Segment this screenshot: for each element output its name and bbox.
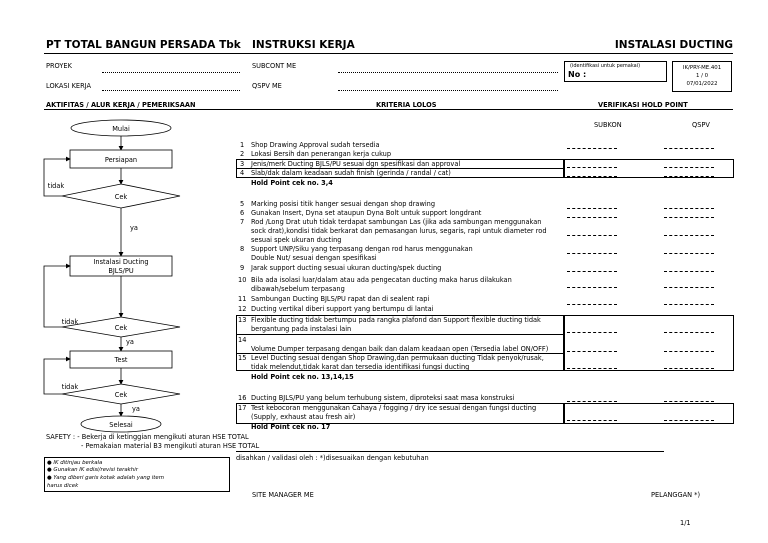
criteria-text: Marking posisi titik hanger sesuai dengan shop drawing	[251, 200, 436, 208]
qspv-sign-line[interactable]	[664, 271, 714, 272]
hold-point-2: Hold Point cek no. 13,14,15	[251, 373, 354, 381]
cek-label-3: Cek	[114, 391, 128, 399]
row-divider	[236, 334, 564, 335]
document-title: INSTALASI DUCTING	[614, 39, 733, 51]
criteria-text: Jarak support ducting sesuai ukuran ducting/spek ducting	[251, 264, 442, 272]
criteria-text: Volume Dumper terpasang dengan baik dan dalam keadaan open (Tersedia label ON/OFF)	[251, 345, 549, 353]
criteria-text: Rod /Long Drat utuh tidak terdapat sambungan Las (jika ada sambungan menggunakan	[251, 218, 542, 226]
criteria-number: 13	[238, 316, 247, 324]
doc-code-box	[672, 61, 732, 92]
criteria-number: 16	[238, 394, 247, 402]
criteria-number: 2	[240, 150, 245, 158]
persiapan-label: Persiapan	[104, 156, 138, 164]
criteria-text: Test kebocoran menggunakan Cahaya / fogging / dry ice sesuai dengan fungsi ducting	[251, 404, 537, 412]
note-item: ● Yang diberi garis kotak adalah yang item	[47, 475, 164, 481]
safety-line-1: SAFETY : - Bekerja di ketinggian mengikuti aturan HSE TOTAL	[46, 433, 249, 441]
qspv-sign-line[interactable]	[664, 148, 714, 149]
instalasi-label-1: Instalasi Ducting	[93, 258, 149, 266]
doc-date: 07/01/2022	[686, 81, 718, 87]
test-label: Test	[114, 356, 128, 364]
subkon-sign-line[interactable]	[567, 271, 617, 272]
proyek-label: PROYEK	[46, 62, 72, 70]
subkon-sign-line[interactable]	[567, 167, 617, 168]
disahkan-label: disahkan / validasi oleh : *)disesuaikan dengan kebutuhan	[236, 454, 429, 462]
qspv-sign-line[interactable]	[664, 235, 714, 236]
criteria-text: dibawah/sebelum terpasang	[251, 285, 345, 293]
subcont-field	[338, 72, 558, 73]
qspv-sign-line[interactable]	[664, 287, 714, 288]
criteria-text: Shop Drawing Approval sudah tersedia	[251, 141, 380, 149]
criteria-text: Gunakan Insert, Dyna set ataupun Dyna Bolt untuk support longdrant	[251, 209, 482, 217]
note-item: ● Gunakan IK edisi/revisi terakhir	[47, 467, 138, 473]
criteria-number: 17	[238, 404, 247, 412]
criteria-number: 12	[238, 305, 247, 313]
qspv-header: QSPV	[692, 121, 710, 129]
criteria-number: 11	[238, 295, 247, 303]
subkon-header: SUBKON	[594, 121, 622, 129]
notes-box	[44, 457, 230, 492]
criteria-text: Level Ducting sesuai dengan Shop Drawing,dan permukaan ducting Tidak penyok/rusak,	[251, 354, 544, 362]
no-loop-line	[44, 159, 70, 196]
criteria-number: 4	[240, 169, 245, 177]
qspv-sign-line[interactable]	[664, 167, 714, 168]
hold-point-3: Hold Point cek no. 17	[251, 423, 331, 431]
subkon-sign-line[interactable]	[567, 351, 617, 352]
subcont-label: SUBCONT ME	[252, 62, 297, 70]
subkon-sign-line[interactable]	[567, 401, 617, 402]
criteria-text: Jenis/merk Ducting BJLS/PU sesuai dgn spesifikasi dan approval	[251, 160, 461, 168]
qspv-sign-line[interactable]	[664, 208, 714, 209]
note-item: ● IK ditinjau berkala	[47, 460, 103, 466]
selesai-label: Selesai	[109, 421, 133, 429]
criteria-number: 7	[240, 218, 245, 226]
qspv-sign-line[interactable]	[664, 217, 714, 218]
criteria-text: sock drat),kondisi tidak berkarat dan pemasangan lurus, segaris, rapi untuk diameter rod	[251, 227, 547, 235]
subkon-sign-line[interactable]	[567, 217, 617, 218]
subkon-sign-line[interactable]	[567, 176, 617, 177]
subkon-sign-line[interactable]	[567, 235, 617, 236]
hold-point-sign-box	[564, 315, 734, 371]
criteria-text: sesuai spek ukuran ducting	[251, 236, 342, 244]
workflow-flowchart	[0, 0, 240, 435]
company-name: PT TOTAL BANGUN PERSADA Tbk	[46, 39, 241, 51]
note-item: harus dicek	[47, 483, 79, 489]
safety-rule	[236, 451, 664, 452]
qspv-sign-line[interactable]	[664, 420, 714, 421]
qspv-sign-line[interactable]	[664, 401, 714, 402]
criteria-number: 10	[238, 276, 247, 284]
criteria-text: Slab/dak dalam keadaan sudah finish (gerinda / randal / cat)	[251, 169, 451, 177]
qspv-field	[338, 90, 558, 91]
qspv-sign-line[interactable]	[664, 176, 714, 177]
document-type: INSTRUKSI KERJA	[252, 39, 355, 51]
criteria-header: KRITERIA LOLOS	[376, 101, 437, 109]
cek-label-2: Cek	[114, 324, 128, 332]
criteria-number: 5	[240, 200, 245, 208]
qspv-sign-line[interactable]	[664, 351, 714, 352]
subkon-sign-line[interactable]	[567, 304, 617, 305]
ya-label-3: ya	[132, 405, 140, 413]
criteria-text: Bila ada isolasi luar/dalam atau ada pengecatan ducting maka harus dilakukan	[251, 276, 512, 284]
site-manager-label: SITE MANAGER ME	[252, 491, 314, 499]
criteria-text: Lokasi Bersih dan penerangan kerja cukup	[251, 150, 392, 158]
doc-code: IK/PRY-ME.401	[682, 65, 722, 71]
subkon-sign-line[interactable]	[567, 287, 617, 288]
cek-label-1: Cek	[114, 193, 128, 201]
tidak-label-1: tidak	[47, 182, 65, 190]
tidak-label-3: tidak	[61, 383, 79, 391]
qspv-sign-line[interactable]	[664, 368, 714, 369]
ya-label-1: ya	[130, 224, 138, 232]
subkon-sign-line[interactable]	[567, 208, 617, 209]
identification-box	[564, 61, 667, 82]
criteria-number: 9	[240, 264, 245, 272]
identifikasi-label: (identifikasi untuk pemakai)	[570, 63, 641, 69]
no-label: No :	[568, 70, 587, 79]
criteria-text: Support UNP/Siku yang terpasang dengan rod harus menggunakan	[251, 245, 473, 253]
criteria-number: 8	[240, 245, 245, 253]
qspv-sign-line[interactable]	[664, 253, 714, 254]
subkon-sign-line[interactable]	[567, 148, 617, 149]
subkon-sign-line[interactable]	[567, 420, 617, 421]
lokasi-label: LOKASI KERJA	[46, 82, 91, 90]
tidak-label-2: tidak	[61, 318, 79, 326]
verification-header: VERIFIKASI HOLD POINT	[598, 101, 688, 109]
criteria-text: Sambungan Ducting BJLS/PU rapat dan di sealent rapi	[251, 295, 430, 303]
criteria-text: Ducting vertikal diberi support yang bertumpu di lantai	[251, 305, 434, 313]
activity-header: AKTIFITAS / ALUR KERJA / PEMERIKSAAN	[46, 101, 196, 109]
criteria-text: tidak melendut,tidak karat dan tersedia identifikasi fungsi ducting	[251, 363, 470, 371]
criteria-text: Double Nut/ sesuai dengan spesifikasi	[251, 254, 377, 262]
subkon-sign-line[interactable]	[567, 368, 617, 369]
safety-line-2: - Pemakaian material B3 mengikuti aturan HSE TOTAL	[81, 442, 260, 450]
mulai-label: Mulai	[112, 125, 130, 133]
criteria-number: 3	[240, 160, 245, 168]
subkon-sign-line[interactable]	[567, 332, 617, 333]
pelanggan-label: PELANGGAN *)	[651, 491, 701, 499]
revision: 1 / 0	[695, 73, 709, 79]
page-number: 1/1	[680, 519, 691, 527]
criteria-text: (Supply, exhaust atau fresh air)	[251, 413, 356, 421]
criteria-number: 14	[238, 336, 247, 344]
criteria-text: Flexible ducting tidak bertumpu pada rangka plafond dan Support flexible ducting tidak	[251, 316, 541, 324]
qspv-sign-line[interactable]	[664, 304, 714, 305]
hold-point-1: Hold Point cek no. 3,4	[251, 179, 333, 187]
instalasi-label-2: BJLS/PU	[108, 267, 134, 275]
qspv-label: QSPV ME	[252, 82, 282, 90]
qspv-sign-line[interactable]	[664, 332, 714, 333]
criteria-text: Ducting BJLS/PU yang belum terhubung sistem, diproteksi saat masa konstruksi	[251, 394, 515, 402]
criteria-number: 15	[238, 354, 247, 362]
criteria-text: bergantung pada instalasi lain	[251, 325, 352, 333]
ya-label-2: ya	[126, 338, 134, 346]
criteria-number: 6	[240, 209, 245, 217]
criteria-number: 1	[240, 141, 245, 149]
subkon-sign-line[interactable]	[567, 253, 617, 254]
